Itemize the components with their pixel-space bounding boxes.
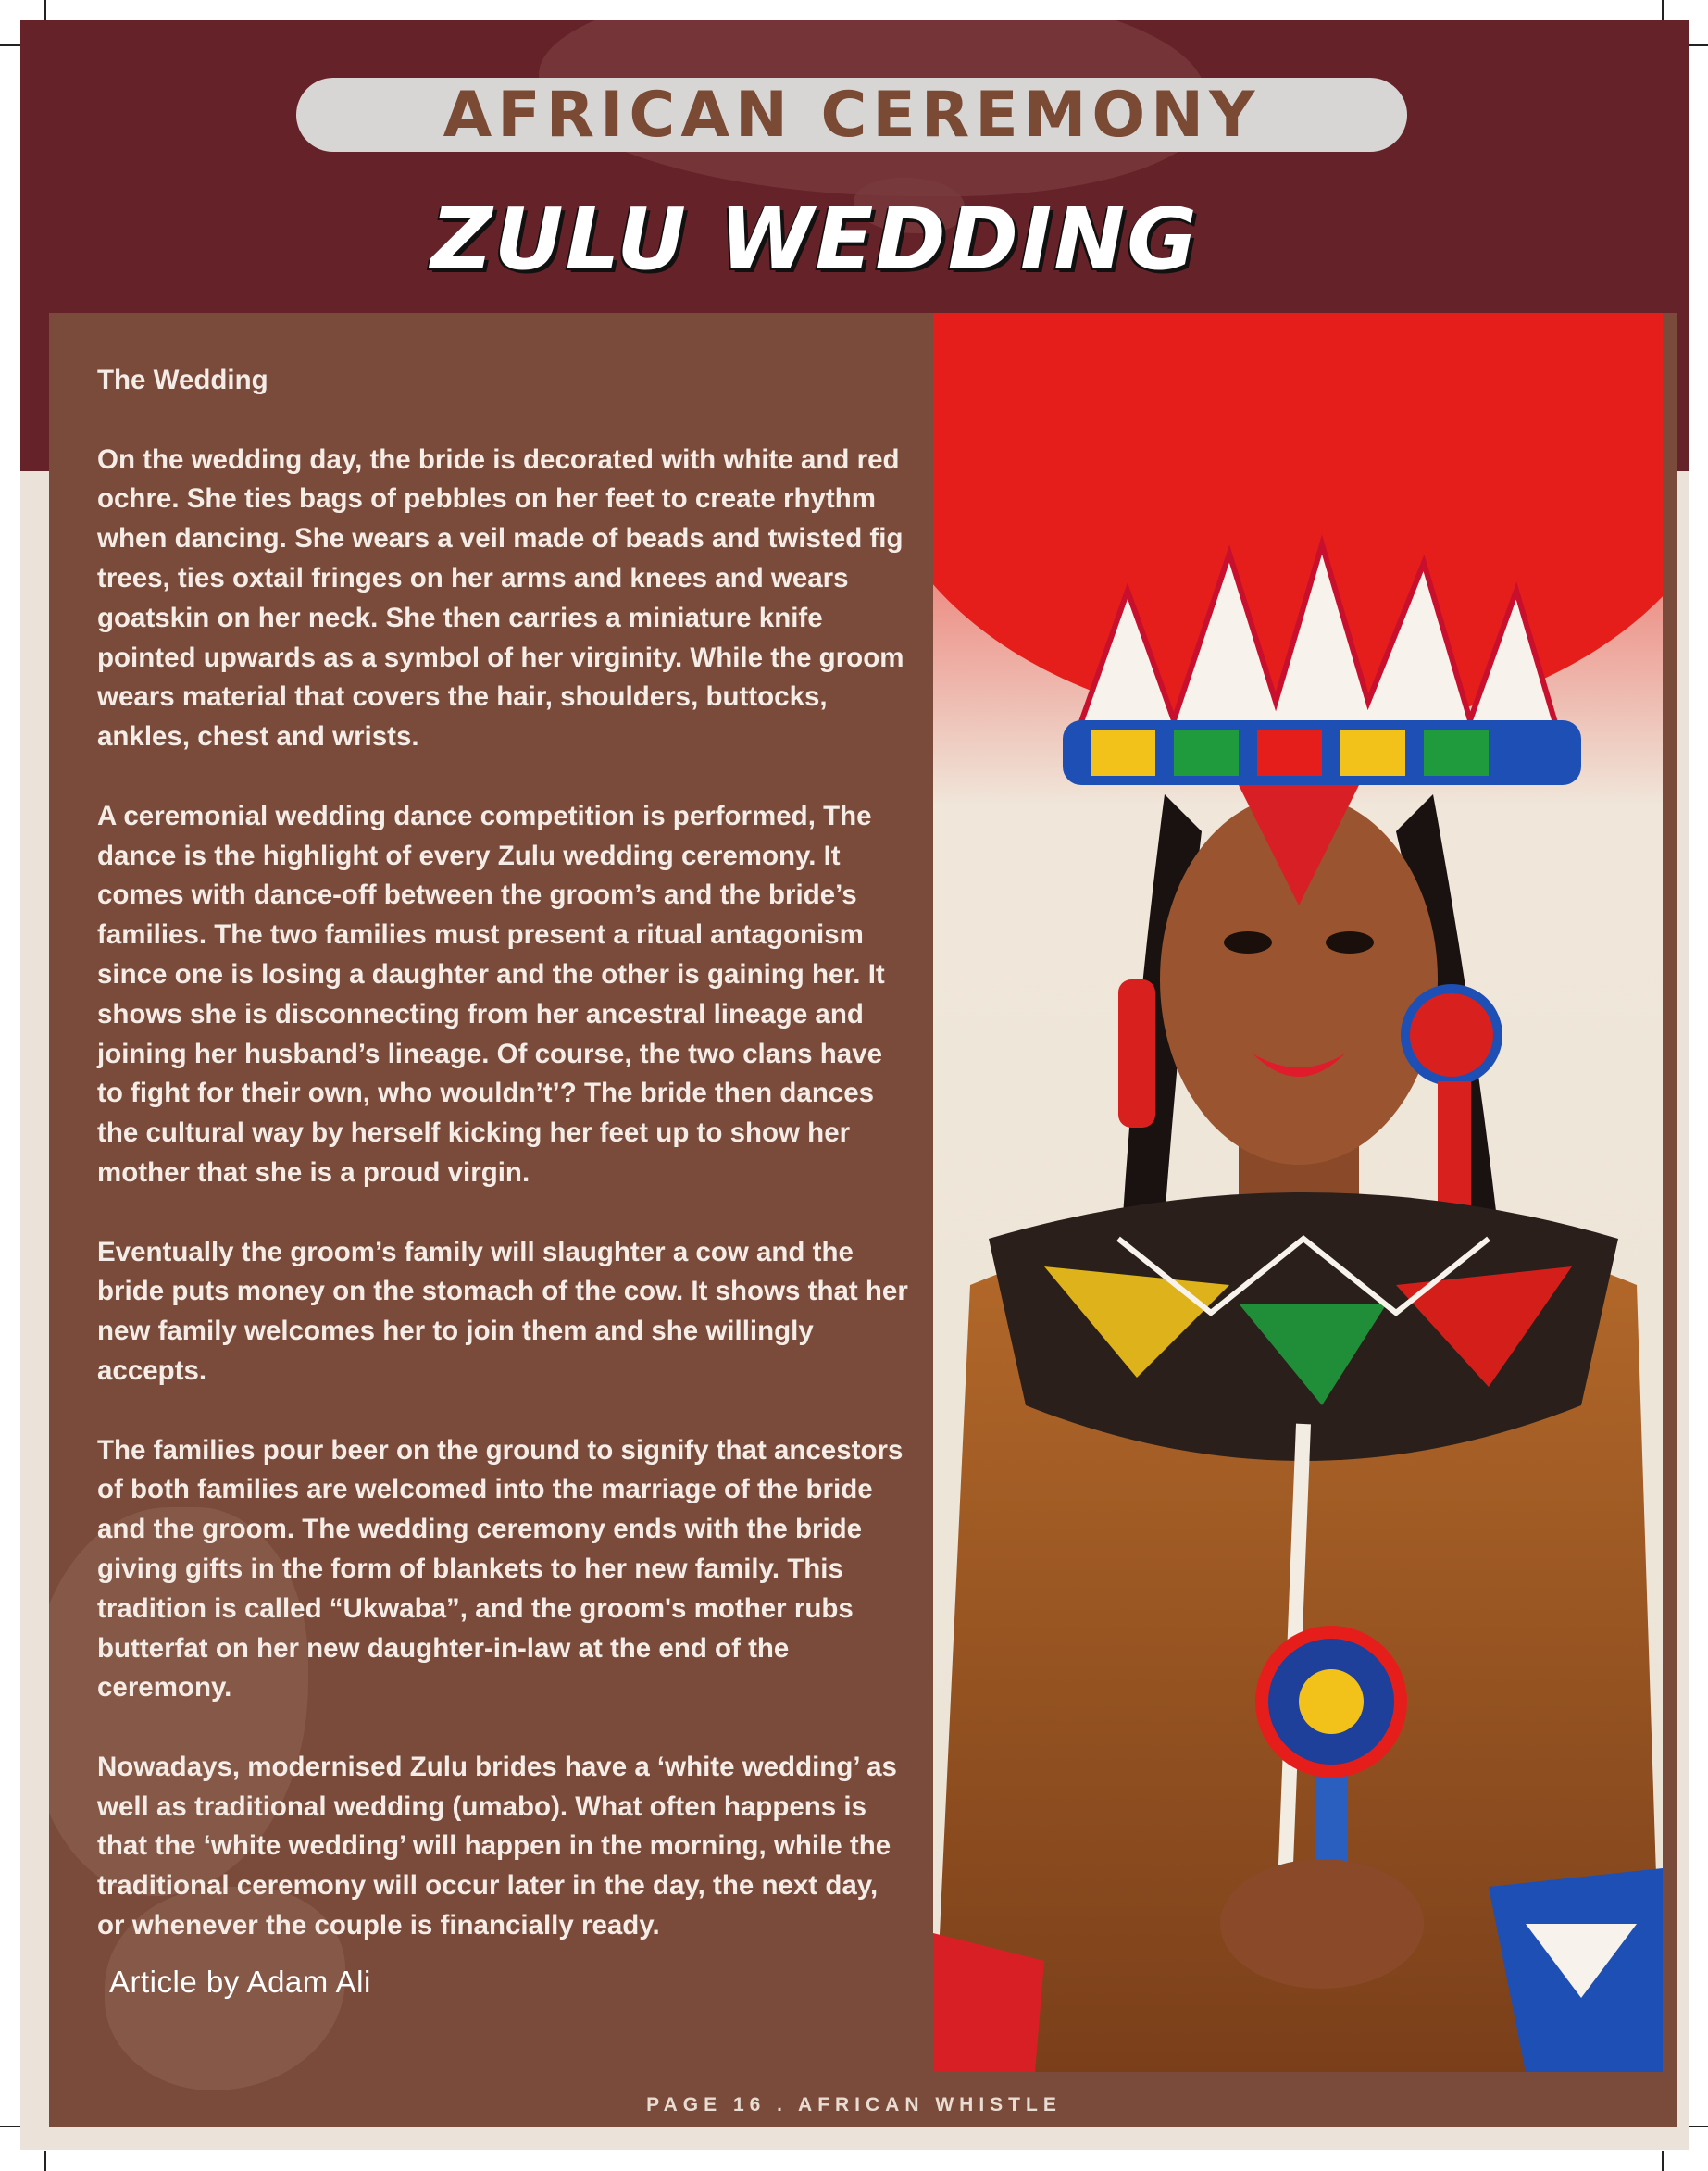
- crop-mark: [0, 2126, 20, 2127]
- article-byline: Article by Adam Ali: [109, 1965, 371, 1999]
- page-title: ZULU WEDDING: [430, 190, 1199, 289]
- crop-mark: [0, 44, 20, 46]
- crop-mark: [1662, 2151, 1664, 2171]
- kicker-banner: [296, 78, 1407, 152]
- article-paragraph: The families pour beer on the ground to signify that ancestors of both families are welcomed into the marriage of the bride and the groom. The wedding ceremony ends with the bride giving gifts in the form of blankets to her new family. This tradition is called “Ukwaba”, and the groom's mother rubs butterfat on her new daughter-in-law at the end of the ceremony.: [97, 1434, 904, 1703]
- crop-mark: [1688, 44, 1708, 46]
- article-paragraph: Nowadays, modernised Zulu brides have a ‘white wedding’ as well as traditional wedding (umabo). What often happens is that the ‘white wedding’ will happen in the morning, while the traditional ceremony will occur later in the day, the next day, or whenever the couple is financially ready.: [97, 1751, 897, 1941]
- article-body: [97, 361, 912, 1986]
- article-paragraph: Eventually the groom’s family will slaughter a cow and the bride puts money on the stomach of the cow. It shows that her new family welcomes her to join them and she willingly accepts.: [97, 1236, 908, 1386]
- crop-mark: [1662, 0, 1664, 20]
- page-footer: PAGE 16 . AFRICAN WHISTLE: [646, 2094, 1062, 2115]
- article-paragraph: A ceremonial wedding dance competition is performed, The dance is the highlight of every Zulu wedding ceremony. It comes with dance-off between the groom’s and the bride’s families. The two families must present a ritual antagonism since one is losing a daughter and the other is gaining her. It shows she is disconnecting from her ancestral lineage and joining her husband’s lineage. Of course, the two clans have to fight for their own, who wouldn’t’? The bride then dances the cultural way by herself kicking her feet up to show her mother that she is a proud virgin.: [97, 800, 885, 1188]
- article-heading: The Wedding: [97, 365, 268, 395]
- kicker-text: AFRICAN CEREMONY: [443, 78, 1261, 152]
- crop-mark: [1688, 2126, 1708, 2127]
- crop-mark: [44, 2151, 46, 2171]
- crop-mark: [44, 0, 46, 20]
- zulu-bride-photo: [933, 313, 1663, 2072]
- article-paragraph: On the wedding day, the bride is decorated with white and red ochre. She ties bags of pebbles on her feet to create rhythm when dancing. She wears a veil made of beads and twisted fig trees, ties oxtail fringes on her arms and knees and wears goatskin on her neck. She then carries a miniature knife pointed upwards as a symbol of her virginity. While the groom wears material that covers the hair, shoulders, buttocks, ankles, chest and wrists.: [97, 443, 904, 753]
- bride-illustration: [933, 313, 1663, 2072]
